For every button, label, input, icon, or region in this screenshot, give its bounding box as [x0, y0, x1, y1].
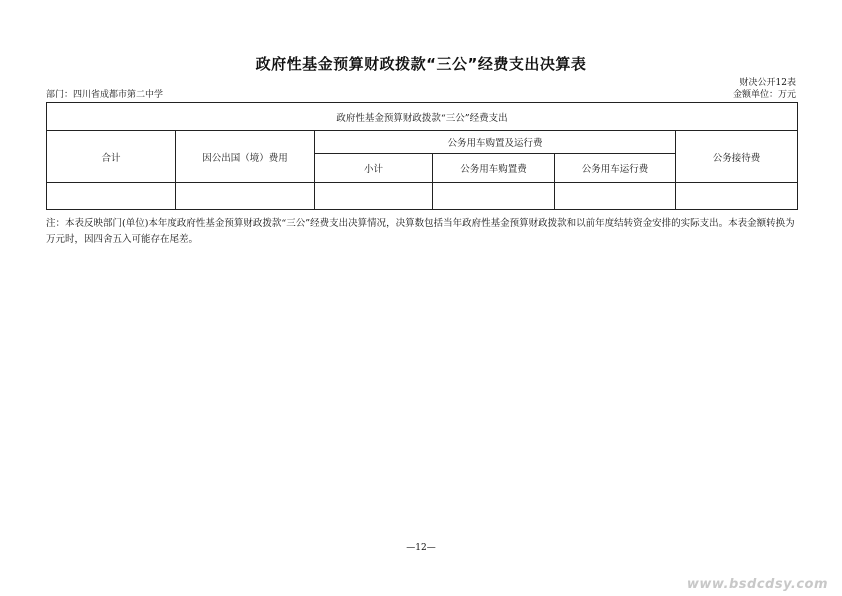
page-number: —12—: [406, 543, 436, 553]
footnote: 注：本表反映部门(单位)本年度政府性基金预算财政拨款“三公”经费支出决算情况，决算数包括当年政府性基金预算财政拨款和以前年度结转资金安排的实际支出。本表金额转换为万元时，因四舍五入可能存在尾差。: [46, 218, 795, 245]
cell-overseas: [176, 183, 315, 210]
cell-vehicle-purchase: [433, 183, 555, 210]
cell-vehicle-operation: [555, 183, 676, 210]
header-reception: 公务接待费: [676, 131, 798, 183]
unit-label: 金额单位：万元: [732, 90, 796, 100]
cell-vehicle-subtotal: [315, 183, 433, 210]
header-vehicle-group: 公务用车购置及运行费: [315, 131, 676, 154]
header-vehicle-operation: 公务用车运行费: [555, 154, 676, 183]
header-meta: [733, 77, 796, 101]
cell-total: [47, 183, 176, 210]
form-code: 财决公开12表: [739, 78, 796, 88]
department-label: 部门：四川省成都市第二中学: [46, 90, 164, 100]
page-title: 政府性基金预算财政拨款“三公”经费支出决算表: [255, 55, 587, 73]
cell-reception: [676, 183, 798, 210]
header-overseas: 因公出国（境）费用: [176, 131, 315, 183]
header-vehicle-subtotal: 小计: [315, 154, 433, 183]
table-header-row: [47, 103, 798, 131]
expense-table: [46, 102, 798, 210]
table-header-row: [47, 131, 798, 154]
watermark: www.bsdcdsy.com: [686, 577, 828, 592]
table-row: [47, 183, 798, 210]
header-total: 合计: [47, 131, 176, 183]
header-vehicle-purchase: 公务用车购置费: [433, 154, 555, 183]
main-header-cell: 政府性基金预算财政拨款“三公”经费支出: [47, 103, 798, 131]
